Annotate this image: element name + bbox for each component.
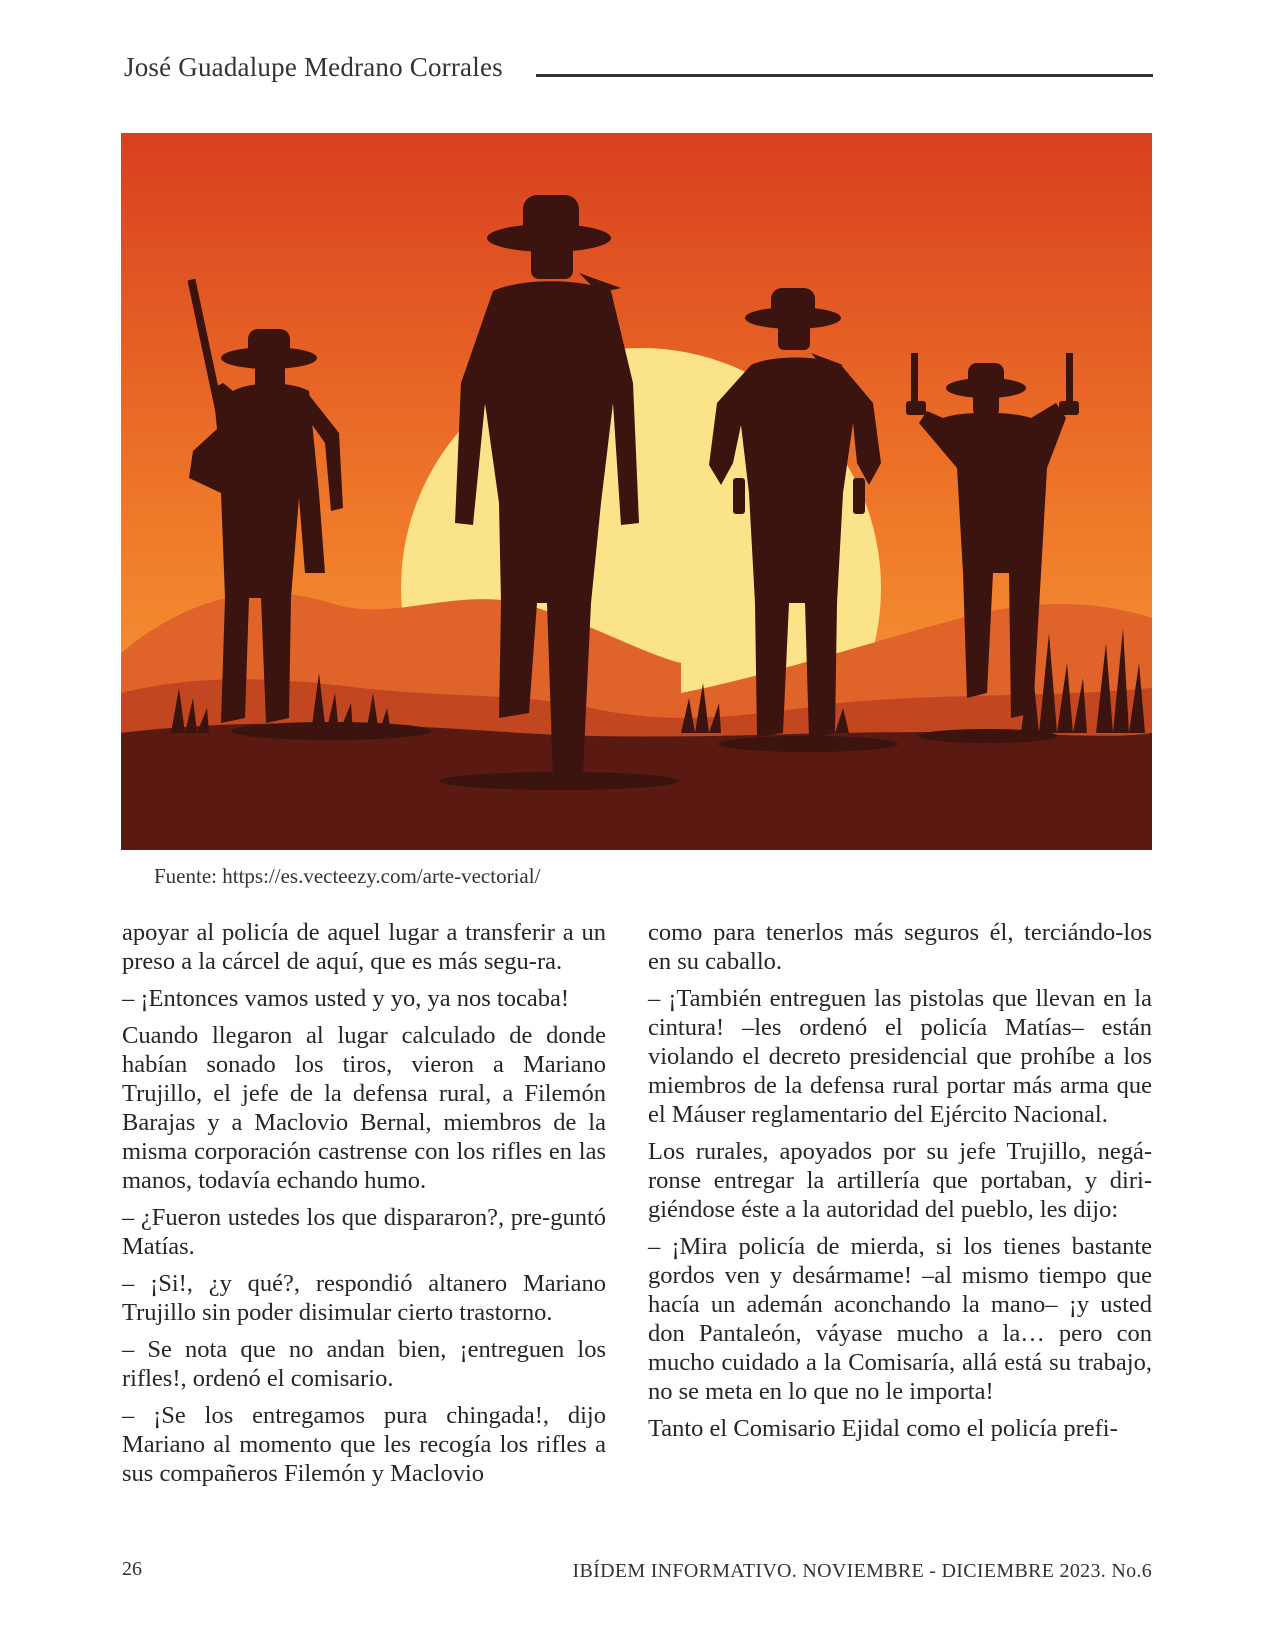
header-rule — [536, 74, 1153, 77]
page-number: 26 — [122, 1558, 142, 1580]
journal-footer: IBÍDEM INFORMATIVO. NOVIEMBRE - DICIEMBRE 2023. No.6 — [572, 1560, 1152, 1582]
paragraph: – ¿Fueron ustedes los que dispararon?, pre-guntó Matías. — [122, 1204, 606, 1260]
paragraph: Tanto el Comisario Ejidal como el policía prefi- — [648, 1415, 1118, 1442]
paragraph: – Se nota que no andan bien, ¡entreguen los rifles!, ordenó el comisario. — [122, 1336, 606, 1392]
figure-caption: Fuente: https://es.vecteezy.com/arte-vectorial/ — [154, 864, 541, 888]
cowboy-shadow-3 — [718, 736, 898, 752]
paragraph: como para tenerlos más seguros él, terciándo-los en su caballo. — [648, 919, 1152, 975]
paragraph: Cuando llegaron al lugar calculado de donde habían sonado los tiros, vieron a Mariano Trujillo, el jefe de la defensa rural, a Filemón Barajas y a Maclovio Bernal, miembros de la misma corporación castrense con los rifles en las manos, todavía echando humo. — [122, 1022, 606, 1194]
author-name: José Guadalupe Medrano Corrales — [124, 52, 503, 82]
paragraph: – ¡También entreguen las pistolas que llevan en la cintura! –les ordenó el policía Matías– están violando el decreto presidencial que prohíbe a los miembros de la defensa rural portar más arma que el Máuser reglamentario del Ejército Nacional. — [648, 985, 1152, 1128]
paragraph: Los rurales, apoyados por su jefe Trujillo, negá-ronse entregar la artillería que portaban, y diri-giéndose éste a la autoridad del pueblo, les dijo: — [648, 1138, 1152, 1223]
paragraph: apoyar al policía de aquel lugar a transferir a un preso a la cárcel de aquí, que es más segu-ra. — [122, 919, 606, 975]
paragraph: – ¡Mira policía de mierda, si los tienes bastante gordos ven y desármame! –al mismo tiempo que hacía un ademán aconchando la mano– ¡y usted don Pantaleón, váyase mucho a la… pero con mucho cuidado a la Comisaría, allá está su trabajo, no se meta en lo que no le importa! — [648, 1233, 1152, 1405]
paragraph: – ¡Se los entregamos pura chingada!, dijo Mariano al momento que les recogía los rifles a sus compañeros Filemón y Maclovio — [122, 1402, 606, 1487]
text-column-right — [648, 918, 1152, 1451]
paragraph: – ¡Si!, ¿y qué?, respondió altanero Mariano Trujillo sin poder disimular cierto trastorno. — [122, 1270, 606, 1326]
cowboy-shadow-4 — [918, 729, 1058, 743]
cowboy-shadow-1 — [231, 722, 431, 740]
paragraph: – ¡Entonces vamos usted y yo, ya nos tocaba! — [122, 985, 570, 1012]
page-header — [124, 52, 1154, 92]
illustration-svg — [121, 133, 1152, 850]
illustration-cowboys-sunset — [121, 133, 1152, 850]
text-column-left — [122, 918, 606, 1496]
